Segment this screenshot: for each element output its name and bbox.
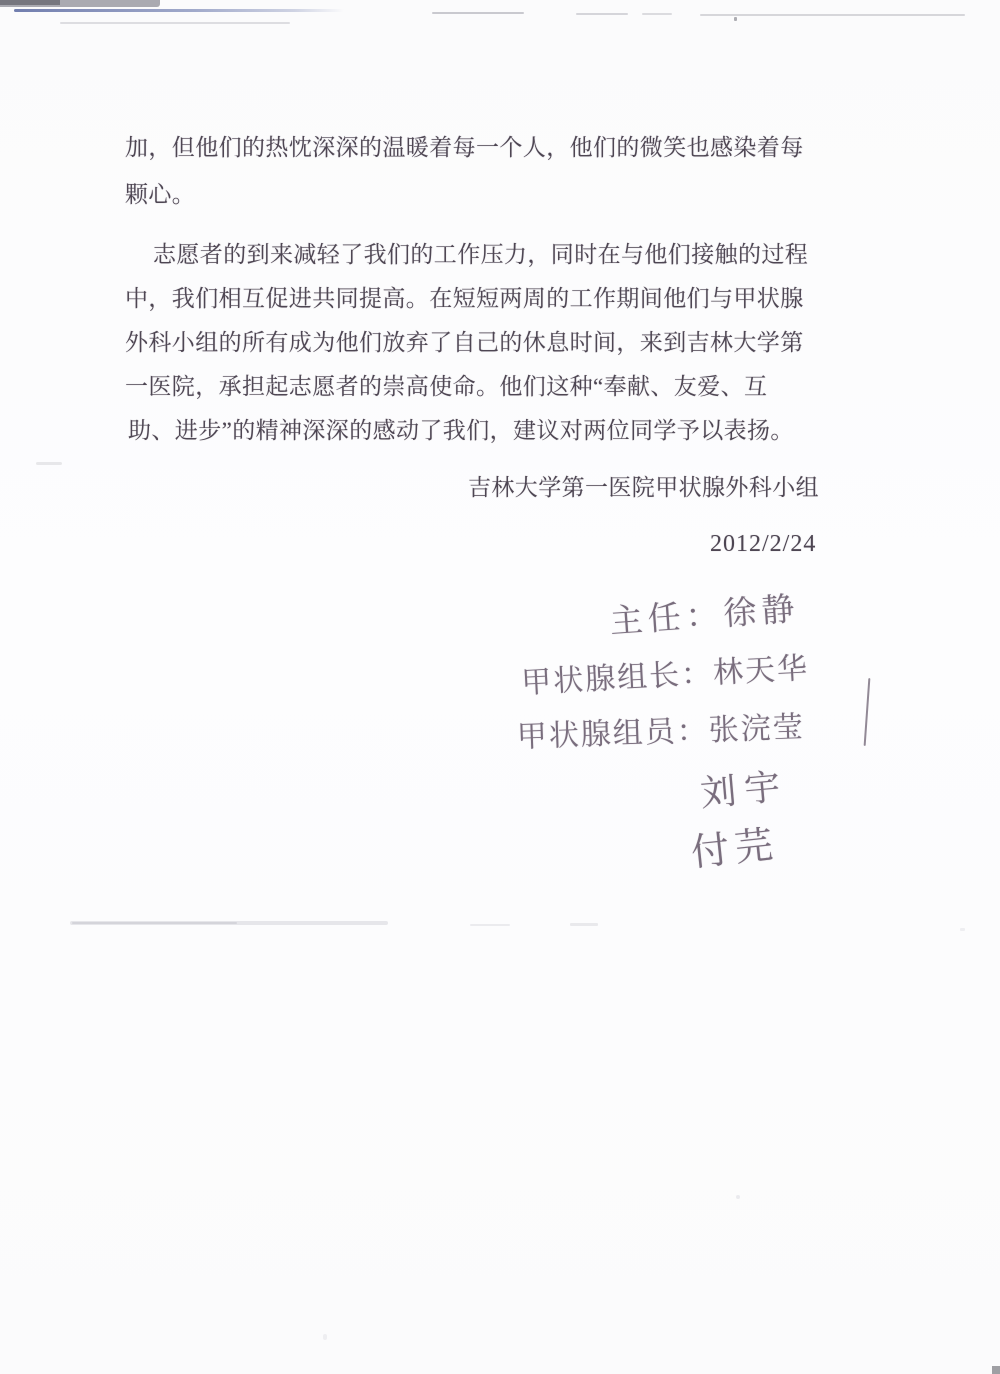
scan-artifact-ghost-segment-2 xyxy=(470,924,510,926)
signoff-date: 2012/2/24 xyxy=(710,531,817,557)
paragraph1-line1: 加，但他们的热忱深深的温暖着每一个人，他们的微笑也感染着每 xyxy=(125,135,804,160)
signature-pen-tail-stroke xyxy=(864,678,871,746)
paragraph2-line2: 中，我们相互促进共同提高。在短短两周的工作期间他们与甲状腺 xyxy=(125,286,804,311)
signature-member2: 刘宇 xyxy=(698,766,790,815)
scan-artifact-blue-line xyxy=(14,9,344,12)
signature-group-member: 甲状腺组员：张浣莹 xyxy=(516,709,806,755)
signature-group-leader: 甲状腺组长：林天华 xyxy=(520,650,810,701)
scan-artifact-bottom-right-mark xyxy=(992,1366,1000,1374)
scan-artifact-left-margin-smudge xyxy=(36,462,62,465)
scan-artifact-top-left-smudge-dark xyxy=(0,0,60,5)
scan-artifact-gray-line-5 xyxy=(700,14,965,16)
signature-member3: 付芫 xyxy=(688,821,782,875)
scan-artifact-speck-lower xyxy=(736,1195,740,1199)
paragraph1-line2: 颗心。 xyxy=(125,182,196,207)
paragraph2-line3: 外科小组的所有成为他们放弃了自己的休息时间，来到吉林大学第 xyxy=(125,330,804,355)
signoff-organization: 吉林大学第一医院甲状腺外科小组 xyxy=(468,475,819,500)
paragraph2-line5: 助、进步”的精神深深的感动了我们，建议对两位同学予以表扬。 xyxy=(128,418,794,443)
paragraph2-line4: 一医院，承担起志愿者的崇高使命。他们这种“奉献、友爱、互 xyxy=(125,374,768,399)
scan-artifact-ghost-line-dark-segment xyxy=(72,922,237,924)
scan-artifact-speck-right xyxy=(960,928,965,931)
scan-artifact-ghost-segment-3 xyxy=(570,923,598,926)
scan-artifact-gray-line-1 xyxy=(60,22,290,24)
scan-artifact-gray-line-3 xyxy=(576,13,628,15)
scan-artifact-speck-top xyxy=(734,17,737,21)
signature-director: 主任：徐静 xyxy=(608,588,801,641)
scan-artifact-gray-line-4 xyxy=(642,13,672,15)
scan-artifact-speck-bottom-center xyxy=(323,1334,327,1340)
paragraph2-line1: 志愿者的到来减轻了我们的工作压力，同时在与他们接触的过程 xyxy=(153,242,809,267)
scan-artifact-gray-line-2 xyxy=(432,12,524,14)
